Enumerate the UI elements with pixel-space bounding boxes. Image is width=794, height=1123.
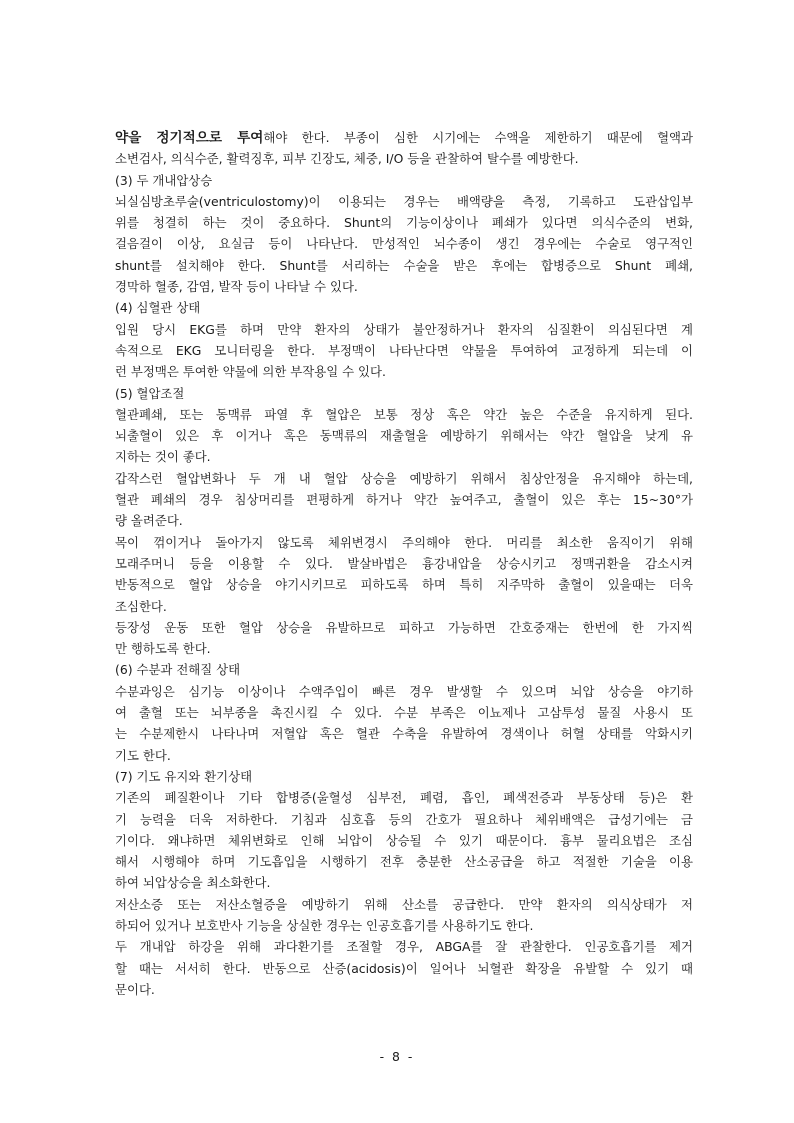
text-line: 두 개내압 하강을 위해 과다환기를 조절할 경우, ABGA를 잘 관찰한다. 인공호흡기를 제거 <box>115 939 693 955</box>
text-line: 기이다. 왜냐하면 체위변화로 인해 뇌압이 상승될 수 있기 때문이다. 흉부 물리요법은 조심 <box>115 832 693 848</box>
text-line: 문이다. <box>115 981 155 997</box>
text-line: 해서 시행해야 하며 기도흡입을 시행하기 전후 충분한 산소공급을 하고 적절한 기술을 이용 <box>115 854 693 870</box>
text-line: shunt를 설치해야 한다. Shunt를 서리하는 수술을 받은 후에는 합병증으로 Shunt 폐쇄, <box>115 257 693 273</box>
text-line: 는 수분제한시 나타나며 저혈압 혹은 혈관 수축을 유발하여 경색이나 허혈 상태를 악화시키 <box>115 726 693 742</box>
page-number: - 8 - <box>379 1049 415 1064</box>
text-line: 뇌출혈이 있은 후 이거나 혹은 동맥류의 재출혈을 예방하기 위해서는 약간 혈압을 낮게 유 <box>115 428 693 444</box>
text-line: 혈관 폐쇄의 경우 침상머리를 편평하게 하거나 약간 높여주고, 출혈이 있은 후는 15~30°가 <box>115 492 693 508</box>
text-line: 목이 꺾이거나 돌아가지 않도록 체위변경시 주의해야 한다. 머리를 최소한 움직이기 위해 <box>115 534 693 550</box>
text-line: 량 올려준다. <box>115 513 183 529</box>
section-heading: (5) 혈압조절 <box>115 385 185 401</box>
text-line: 조심한다. <box>115 598 167 614</box>
text-line: 속적으로 EKG 모니터링을 한다. 부정맥이 나타난다면 약물을 투여하여 교정하게 되는데 이 <box>115 342 693 358</box>
text-line: 경막하 혈종, 감염, 발작 등이 나타날 수 있다. <box>115 279 358 295</box>
text-line: 만 행하도록 한다. <box>115 641 211 657</box>
body-text <box>115 127 693 1000</box>
text-line: 여 출혈 또는 뇌부종을 촉진시킬 수 있다. 수분 부족은 이뇨제나 고삼투성 물질 사용시 또 <box>115 705 693 721</box>
text-line: 하여 뇌압상승을 최소화한다. <box>115 875 271 891</box>
text-line: 소변검사, 의식수준, 활력징후, 피부 긴장도, 체중, I/O 등을 관찰하여 탈수를 예방한다. <box>115 151 579 167</box>
text-line: 등장성 운동 또한 혈압 상승을 유발하므로 피하고 가능하면 간호중재는 한번에 한 가지씩 <box>115 619 693 635</box>
text-line: 입원 당시 EKG를 하며 만약 환자의 상태가 불안정하거나 환자의 심질환이 의심된다면 계 <box>115 321 693 337</box>
section-heading: (4) 심혈관 상태 <box>115 300 201 316</box>
text-line: 뇌실심방초루술(ventriculostomy)이 이용되는 경우는 배액량을 측정, 기록하고 도관삽입부 <box>115 193 693 209</box>
line-rest: 해야 한다. 부종이 심한 시기에는 수액을 제한하기 때문에 혈액과 <box>263 130 693 145</box>
text-line: 하되어 있거나 보호반사 기능을 상실한 경우는 인공호흡기를 사용하기도 한다. <box>115 917 534 933</box>
text-line: 모래주머니 등을 이용할 수 있다. 발살바법은 흉강내압을 상승시키고 정맥귀환을 감소시켜 <box>115 555 693 571</box>
emphasized-text: 약을 정기적으로 투여 <box>115 130 264 146</box>
text-line: 기존의 폐질환이나 기타 합병증(울혈성 심부전, 폐렴, 흡인, 폐색전증과 부동상태 등)은 환 <box>115 790 693 806</box>
text-line: 위를 청결히 하는 것이 중요하다. Shunt의 기능이상이나 폐쇄가 있다면 의식수준의 변화, <box>115 215 693 231</box>
section-heading: (7) 기도 유지와 환기상태 <box>115 768 253 784</box>
text-line: 수분과잉은 심기능 이상이나 수액주입이 빠른 경우 발생할 수 있으며 뇌압 상승을 야기하 <box>115 683 693 699</box>
text-line: 저산소증 또는 저산소혈증을 예방하기 위해 산소를 공급한다. 만약 환자의 의식상태가 저 <box>115 896 693 912</box>
text-line: 지하는 것이 좋다. <box>115 449 211 465</box>
text-line <box>115 127 693 148</box>
text-line: 기 능력을 더욱 저하한다. 기침과 심호흡 등의 간호가 필요하나 체위배액은 급성기에는 금 <box>115 811 693 827</box>
text-line: 할 때는 서서히 한다. 반동으로 산증(acidosis)이 일어나 뇌혈관 확장을 유발할 수 있기 때 <box>115 960 693 976</box>
text-line: 혈관폐쇄, 또는 동맥류 파열 후 혈압은 보통 정상 혹은 약간 높은 수준을 유지하게 된다. <box>115 406 693 422</box>
text-line: 기도 한다. <box>115 747 171 763</box>
text-line: 런 부정맥은 투여한 약물에 의한 부작용일 수 있다. <box>115 364 386 380</box>
text-line: 갑작스런 혈압변화나 두 개 내 혈압 상승을 예방하기 위해서 침상안정을 유지해야 하는데, <box>115 470 693 486</box>
text-line: 걸음걸이 이상, 요실금 등이 나타난다. 만성적인 뇌수종이 생긴 경우에는 수술로 영구적인 <box>115 236 693 252</box>
text-line: 반동적으로 혈압 상승을 야기시키므로 피하도록 하며 특히 지주막하 출혈이 있을때는 더욱 <box>115 577 693 593</box>
section-heading: (6) 수분과 전해질 상태 <box>115 662 241 678</box>
section-heading: (3) 두 개내압상승 <box>115 172 213 188</box>
